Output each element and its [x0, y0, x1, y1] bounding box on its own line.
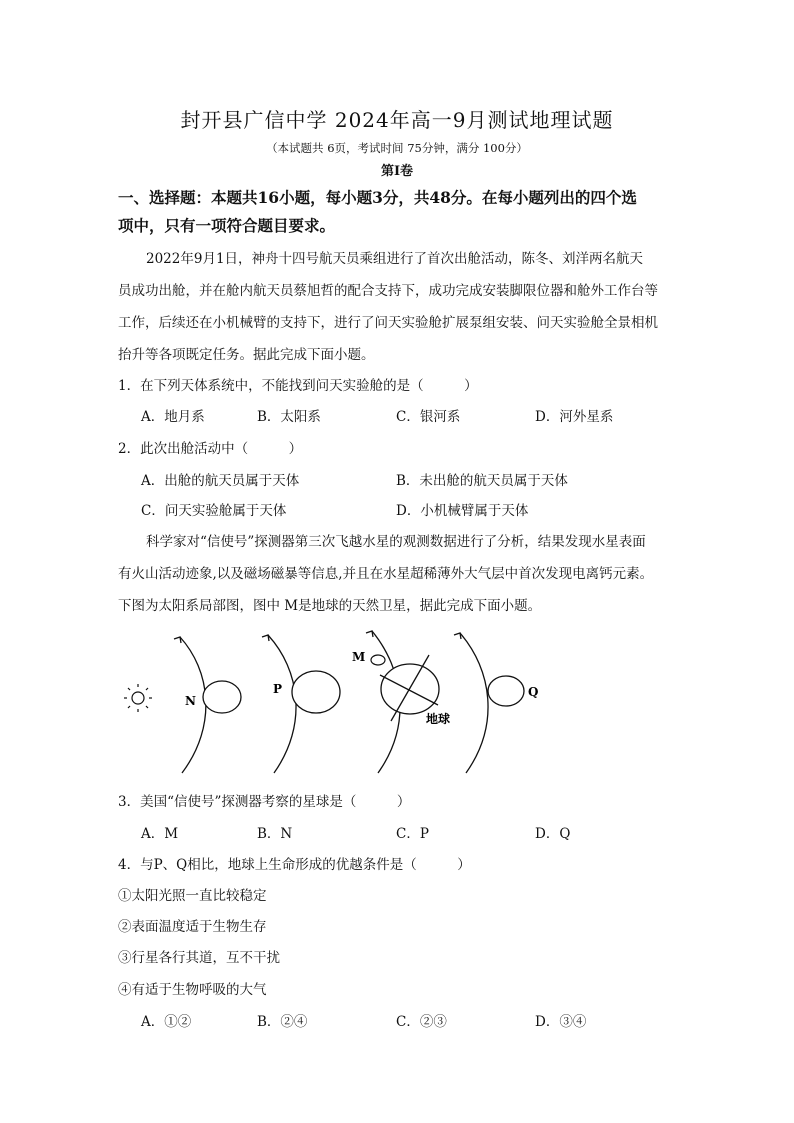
solar-system-diagram: [110, 625, 580, 775]
planet-p: [292, 671, 340, 713]
label-n: N: [185, 694, 196, 708]
volume-label: 第Ⅰ卷: [380, 164, 414, 179]
q3-option-b: B．N: [257, 826, 293, 842]
orbit-p: [268, 635, 296, 773]
exam-title: 封开县广信中学 2024年高一9月测试地理试题: [180, 108, 614, 132]
section-heading-line2: 项中，只有一项符合题目要求。: [118, 216, 336, 235]
passage1-line1: 2022年9月1日，神舟十四号航天员乘组进行了首次出舱活动，陈冬、刘洋两名航天: [146, 251, 644, 267]
label-m: M: [352, 650, 366, 664]
q2-option-b: B．未出舱的航天员属于天体: [396, 473, 568, 489]
q4-item-4: ④有适于生物呼吸的大气: [118, 982, 267, 998]
passage2-line3: 下图为太阳系局部图，图中 M是地球的天然卫星，据此完成下面小题。: [118, 598, 542, 614]
moon-m: [371, 655, 385, 665]
q3-stem: 3．美国“信使号”探测器考察的星球是（ ）: [118, 794, 411, 810]
section-heading-line1: 一、选择题：本题共16小题，每小题3分，共48分。在每小题列出的四个选: [118, 188, 637, 207]
q1-option-c: C．银河系: [396, 409, 461, 425]
q2-option-c: C．问天实验舱属于天体: [141, 503, 287, 519]
q2-option-d: D．小机械臂属于天体: [396, 503, 529, 519]
label-q: Q: [528, 685, 539, 699]
label-p: P: [273, 682, 283, 696]
q1-option-a: A．地月系: [141, 409, 205, 425]
passage2-line1: 科学家对“信使号”探测器第三次飞越水星的观测数据进行了分析，结果发现水星表面: [146, 534, 646, 550]
q4-item-2: ②表面温度适于生物生存: [118, 919, 267, 935]
passage1-line2: 员成功出舱，并在舱内航天员蔡旭哲的配合支持下，成功完成安装脚限位器和舱外工作台等: [118, 283, 658, 299]
q1-option-d: D．河外星系: [535, 409, 614, 425]
q4-option-d: D．③④: [535, 1014, 587, 1030]
q2-stem: 2．此次出舱活动中（ ）: [118, 441, 303, 457]
label-earth: 地球: [426, 712, 451, 726]
orbit-q: [460, 633, 488, 773]
q4-option-a: A．①②: [141, 1014, 192, 1030]
q4-stem: 4．与P、Q相比，地球上生命形成的优越条件是（ ）: [118, 857, 471, 873]
q4-option-c: C．②③: [396, 1014, 447, 1030]
q1-option-b: B．太阳系: [257, 409, 321, 425]
q3-option-c: C．P: [396, 826, 429, 842]
q1-stem: 1．在下列天体系统中，不能找到问天实验舱的是（ ）: [118, 378, 478, 394]
q4-item-3: ③行星各行其道，互不干扰: [118, 950, 280, 966]
passage1-line4: 抬升等各项既定任务。据此完成下面小题。: [118, 347, 375, 363]
q3-option-d: D．Q: [535, 826, 571, 842]
exam-subtitle: （本试题共 6页，考试时间 75分钟，满分 100分）: [266, 141, 528, 155]
q4-option-b: B．②④: [257, 1014, 308, 1030]
sun-icon: [124, 684, 152, 712]
planet-n: [203, 681, 241, 713]
q2-option-a: A．出舱的航天员属于天体: [141, 473, 300, 489]
planet-q: [488, 676, 524, 706]
passage1-line3: 工作，后续还在小机械臂的支持下，进行了问天实验舱扩展泵组安装、问天实验舱全景相机: [118, 315, 658, 331]
q3-option-a: A．M: [141, 826, 179, 842]
passage2-line2: 有火山活动迹象,以及磁场磁暴等信息,并且在水星超稀薄外大气层中首次发现电离钙元素。: [118, 566, 654, 582]
q4-item-1: ①太阳光照一直比较稳定: [118, 888, 267, 904]
